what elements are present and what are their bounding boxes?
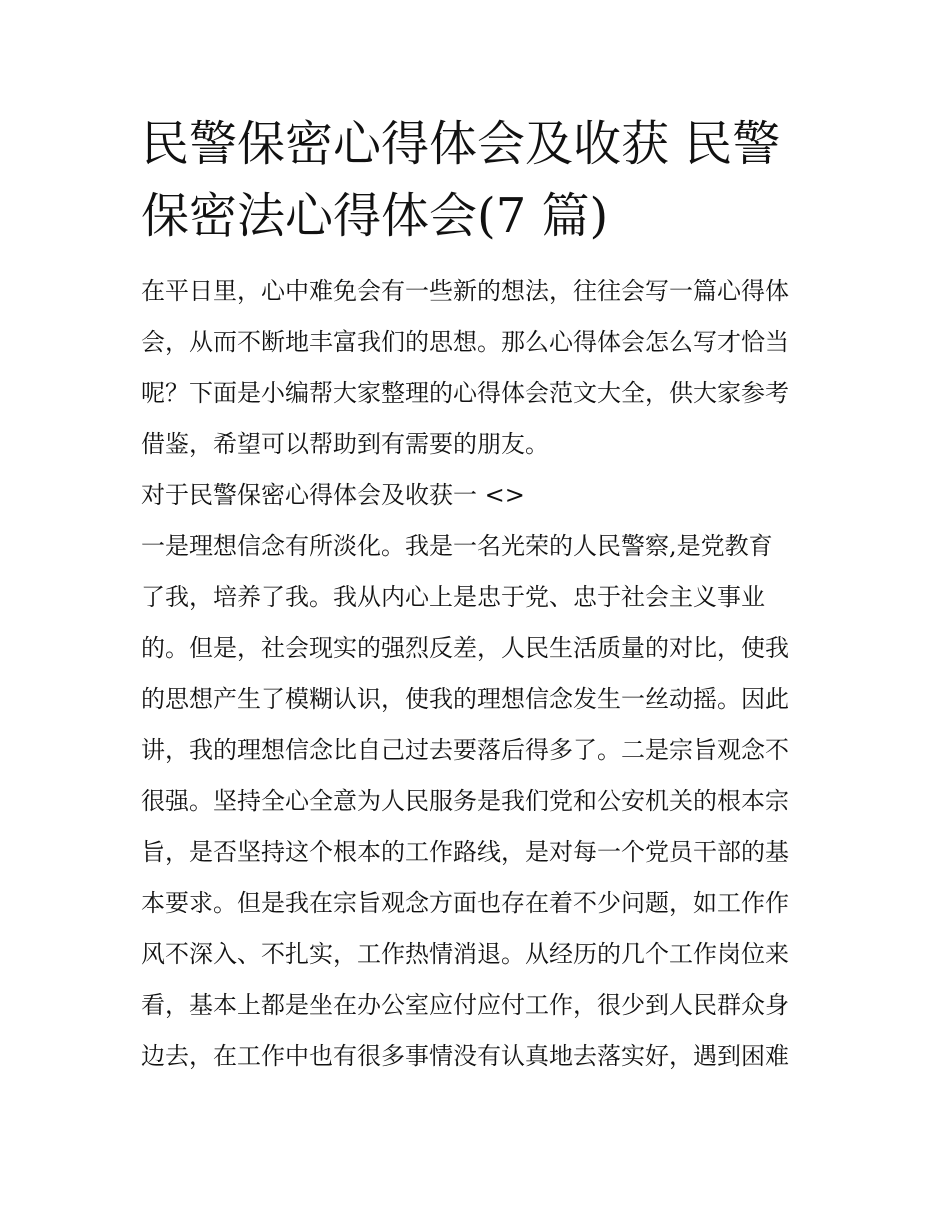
body-line: 风不深入、不扎实，工作热情消退。从经历的几个工作岗位来 bbox=[141, 940, 789, 968]
document-content bbox=[141, 108, 813, 1082]
body-line: 讲，我的理想信念比自己过去要落后得多了。二是宗旨观念不 bbox=[141, 736, 789, 764]
body-line: 的。但是，社会现实的强烈反差，人民生活质量的对比，使我 bbox=[141, 634, 789, 662]
body-line: 本要求。但是我在宗旨观念方面也存在着不少问题，如工作作 bbox=[141, 889, 789, 917]
body-paragraph bbox=[141, 521, 813, 1082]
intro-line: 借鉴，希望可以帮助到有需要的朋友。 bbox=[141, 430, 549, 458]
body-line: 一是理想信念有所淡化。我是一名光荣的人民警察,是党教育 bbox=[141, 532, 773, 560]
intro-line: 在平日里，心中难免会有一些新的想法，往往会写一篇心得体 bbox=[141, 277, 789, 305]
section-heading bbox=[141, 470, 813, 521]
body-line: 很强。坚持全心全意为人民服务是我们党和公安机关的根本宗 bbox=[141, 787, 789, 815]
body-line: 了我，培养了我。我从内心上是忠于党、忠于社会主义事业 bbox=[141, 583, 765, 611]
intro-line: 会，从而不断地丰富我们的思想。那么心得体会怎么写才恰当 bbox=[141, 328, 789, 356]
document-title bbox=[141, 108, 813, 252]
title-line: 保密法心得体会(7 篇) bbox=[141, 188, 609, 244]
title-line: 民警保密心得体会及收获 民警 bbox=[141, 116, 781, 172]
body-line: 旨，是否坚持这个根本的工作路线，是对每一个党员干部的基 bbox=[141, 838, 789, 866]
intro-line: 呢？下面是小编帮大家整理的心得体会范文大全，供大家参考 bbox=[141, 379, 789, 407]
body-line: 的思想产生了模糊认识，使我的理想信念发生一丝动摇。因此 bbox=[141, 685, 789, 713]
section-heading-text: 对于民警保密心得体会及收获一 <> bbox=[141, 481, 525, 509]
body-line: 看，基本上都是坐在办公室应付应付工作，很少到人民群众身 bbox=[141, 991, 789, 1019]
body-line: 边去，在工作中也有很多事情没有认真地去落实好，遇到困难 bbox=[141, 1042, 789, 1070]
intro-paragraph bbox=[141, 266, 813, 470]
